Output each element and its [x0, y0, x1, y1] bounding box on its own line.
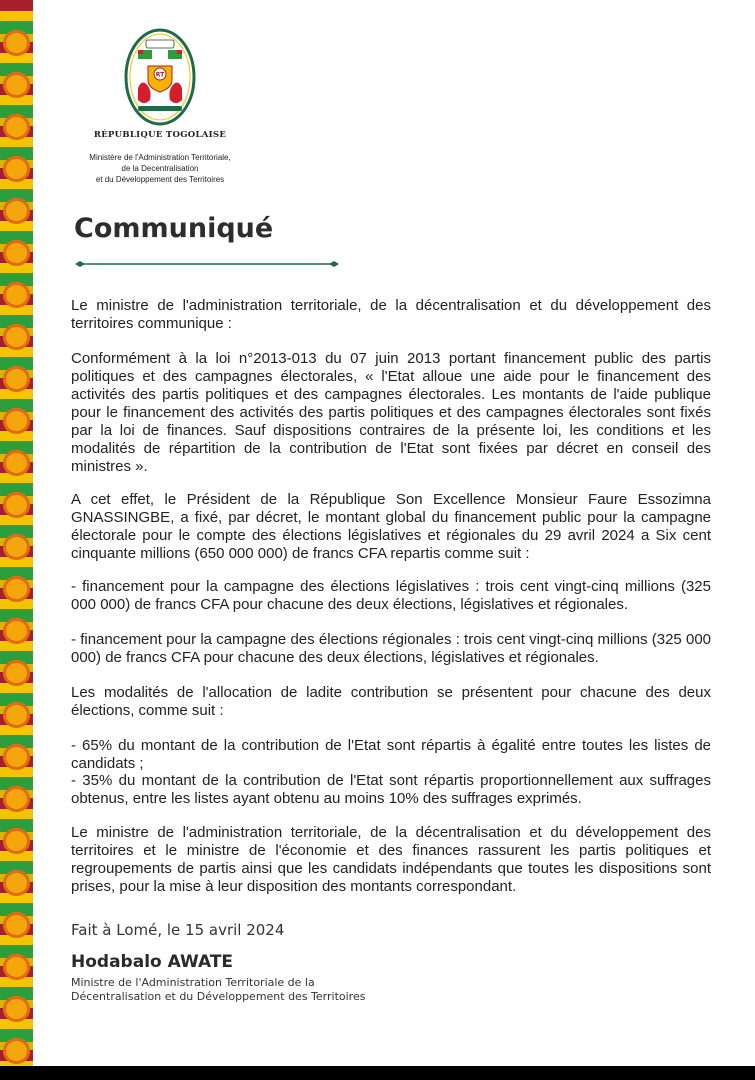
ministry-line: de la Decentralisation: [121, 164, 199, 173]
border-medallion-icon: [3, 114, 30, 140]
paragraph-modalities: Les modalités de l'allocation de ladite contribution se présentent pour chacune des deux élections, comme suit :: [71, 684, 711, 719]
ministry-name: [65, 152, 255, 185]
border-medallion-icon: [3, 450, 30, 476]
border-medallion-icon: [3, 366, 30, 392]
country-name: RÉPUBLIQUE TOGOLAISE: [93, 130, 227, 140]
border-medallion-icon: [3, 408, 30, 434]
list-item-legislative: - financement pour la campagne des élections législatives : trois cent vingt-cinq millions (325 000 000) de francs CFA pour chacune des deux élections, législatives et régionales.: [71, 578, 711, 613]
signatory-title: [71, 976, 365, 1004]
border-medallion-icon: [3, 324, 30, 350]
border-medallion-icon: [3, 576, 30, 602]
border-medallion-icon: [3, 828, 30, 854]
paragraph-decree: A cet effet, le Président de la République Son Excellence Monsieur Faure Essozimna GNASSINGBE, a fixé, par décret, le montant global du financement public pour la campagne électorale pour le compte des élections législatives et régionales du 29 avril 2024 a Six cent cinquante millions (650 000 000) de francs CFA repartis comme suit :: [71, 491, 711, 562]
border-medallion-icon: [3, 240, 30, 266]
ministry-line: et du Développement des Territoires: [95, 175, 225, 184]
border-medallion-icon: [3, 870, 30, 896]
paragraph-intro: Le ministre de l'administration territoriale, de la décentralisation et du développement des territoires communique :: [71, 297, 711, 332]
list-item-65-percent: - 65% du montant de la contribution de l'Etat sont répartis à égalité entre toutes les listes de candidats ;: [71, 737, 711, 772]
border-medallion-icon: [3, 996, 30, 1022]
border-medallion-icon: [3, 954, 30, 980]
page-title: Communiqué: [74, 213, 274, 244]
list-item-regional: - financement pour la campagne des élections régionales : trois cent vingt-cinq millions (325 000 000) de francs CFA pour chacune des deux élections, législatives et régionales.: [71, 631, 711, 666]
border-medallion-icon: [3, 30, 30, 56]
border-medallion-icon: [3, 912, 30, 938]
border-medallion-icon: [3, 72, 30, 98]
title-divider: [75, 259, 339, 269]
bottom-black-bar: [0, 1066, 755, 1080]
place-date: Fait à Lomé, le 15 avril 2024: [71, 921, 285, 939]
border-medallion-icon: [3, 786, 30, 812]
border-medallion-icon: [3, 156, 30, 182]
letterhead: [65, 28, 255, 185]
border-medallion-icon: [3, 534, 30, 560]
border-medallion-icon: [3, 282, 30, 308]
border-medallion-icon: [3, 660, 30, 686]
border-medallion-icon: [3, 198, 30, 224]
coat-of-arms-icon: [124, 28, 196, 126]
signatory-title-line: Décentralisation et du Développement des Territoires: [71, 990, 366, 1003]
border-medallion-icon: [3, 492, 30, 518]
border-medallion-icon: [3, 618, 30, 644]
signatory-title-line: Ministre de l'Administration Territoriale de la: [71, 976, 315, 989]
ministry-line: Ministère de l'Administration Territoriale,: [89, 153, 231, 162]
border-medallion-icon: [3, 702, 30, 728]
border-medallion-icon: [3, 744, 30, 770]
signatory-name: Hodabalo AWATE: [71, 952, 234, 972]
list-item-35-percent: - 35% du montant de la contribution de l'Etat sont répartis proportionnellement aux suffrages obtenus, entre les listes ayant obtenu au moins 10% des suffrages exprimés.: [71, 772, 711, 807]
border-medallion-icon: [3, 1038, 30, 1064]
emblem-text: RT: [155, 71, 165, 79]
decorative-left-border: [0, 0, 33, 1066]
paragraph-closing: Le ministre de l'administration territoriale, de la décentralisation et du développement des territoires et le ministre de l'économie et des finances rassurent les partis politiques et regroupements de partis ainsi que les candidats indépendants que toutes les dispositions sont prises, pour la mise à leur disposition des montants correspondant.: [71, 824, 711, 895]
paragraph-law: Conformément à la loi n°2013-013 du 07 juin 2013 portant financement public des partis politiques et des campagnes électorales, « l'Etat alloue une aide pour le financement des activités des partis politiques et des campagnes électorales. Les montants de l'aide publique pour le financement des activités des partis politiques et des campagnes électorales sont fixés par la loi de finances. Sauf dispositions contraires de la présente loi, les conditions et les modalités de répartition de la contribution de l'Etat sont fixées par décret en conseil des ministres ».: [71, 350, 711, 475]
